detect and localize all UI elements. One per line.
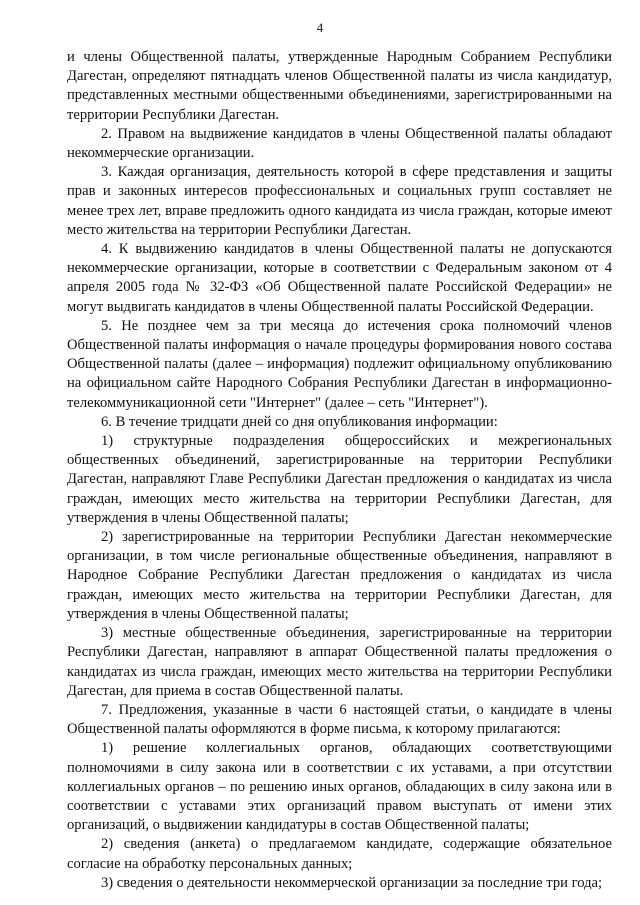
paragraph-7-item-2: 2) сведения (анкета) о предлагаемом кандидате, содержащие обязательное согласие на обработку персональных данных; — [67, 836, 612, 872]
paragraph-7-item-3: 3) сведения о деятельности некоммерческой организации за последние три года; — [101, 874, 603, 891]
paragraph-7: 7. Предложения, указанные в части 6 настоящей статьи, о кандидате в члены Общественной палаты оформляются в форме письма, к которому прилагаются: — [67, 701, 612, 738]
paragraph-7-item-1: 1) решение коллегиальных органов, обладающих соответствующими полномочиями в силу закона или в соответствии с их уставами, а при отсутствии коллегиальных органов – по решению иных органов, обладающих в силу закона или в соответствии с уставами этих организаций правом выступать от имени этих организаций, о выдвижении кандидатуры в состав Общественной палаты; — [67, 740, 612, 834]
paragraph-continuation: и члены Общественной палаты, утвержденные Народным Собранием Республики Дагестан, определяют пятнадцать членов Общественной палаты из числа кандидатур, представленных местными общественными объединениями, зарегистрированными на территории Республики Дагестан. — [67, 49, 612, 123]
paragraph-5: 5. Не позднее чем за три месяца до истечения срока полномочий членов Общественной палаты информация о начале процедуры формирования нового состава Общественной палаты (далее – информация) подлежит официальному опубликованию на официальном сайте Народного Собрания Республики Дагестан в информационно-телекоммуникационной сети "Интернет" (далее – сеть "Интернет"). — [67, 317, 612, 411]
paragraph-6: 6. В течение тридцати дней со дня опубликования информации: — [101, 413, 498, 430]
paragraph-6-item-1: 1) структурные подразделения общероссийских и межрегиональных общественных объединений, зарегистрированные на территории Республики Дагестан, направляют Главе Республики Дагестан предложения о кандидатах из числа граждан, имеющих место жительства на территории Республики Дагестан, для утверждения в члены Общественной палаты; — [67, 433, 612, 526]
paragraph-6-item-2: 2) зарегистрированные на территории Республики Дагестан некоммерческие организации, в том числе региональные общественные объединения, направляют в Народное Собрание Республики Дагестан предложения о кандидатах из числа граждан, имеющих место жительства на территории Республики Дагестан, для утверждения в члены Общественной палаты; — [67, 529, 612, 622]
document-body — [67, 48, 612, 893]
paragraph-2: 2. Правом на выдвижение кандидатов в члены Общественной палаты обладают некоммерческие организации. — [67, 125, 612, 162]
paragraph-3: 3. Каждая организация, деятельность которой в сфере представления и защиты прав и законных интересов профессиональных и социальных групп составляет не менее трех лет, вправе предложить одного кандидата из числа граждан, которые имеют место жительства на территории Республики Дагестан. — [67, 164, 612, 238]
paragraph-4: 4. К выдвижению кандидатов в члены Общественной палаты не допускаются некоммерческие организации, которые в соответствии с Федеральным законом от 4 апреля 2005 года № 32-ФЗ «Об Общественной палате Российской Федерации» не могут выдвигать кандидатов в члены Общественной палаты Российской Федерации. — [67, 241, 612, 315]
paragraph-6-item-3: 3) местные общественные объединения, зарегистрированные на территории Республики Дагестан, направляют в аппарат Общественной палаты предложения о кандидатах из числа граждан, имеющих место жительства на территории Республики Дагестан, для приема в состав Общественной палаты. — [67, 625, 612, 699]
page-number: 4 — [316, 20, 324, 35]
